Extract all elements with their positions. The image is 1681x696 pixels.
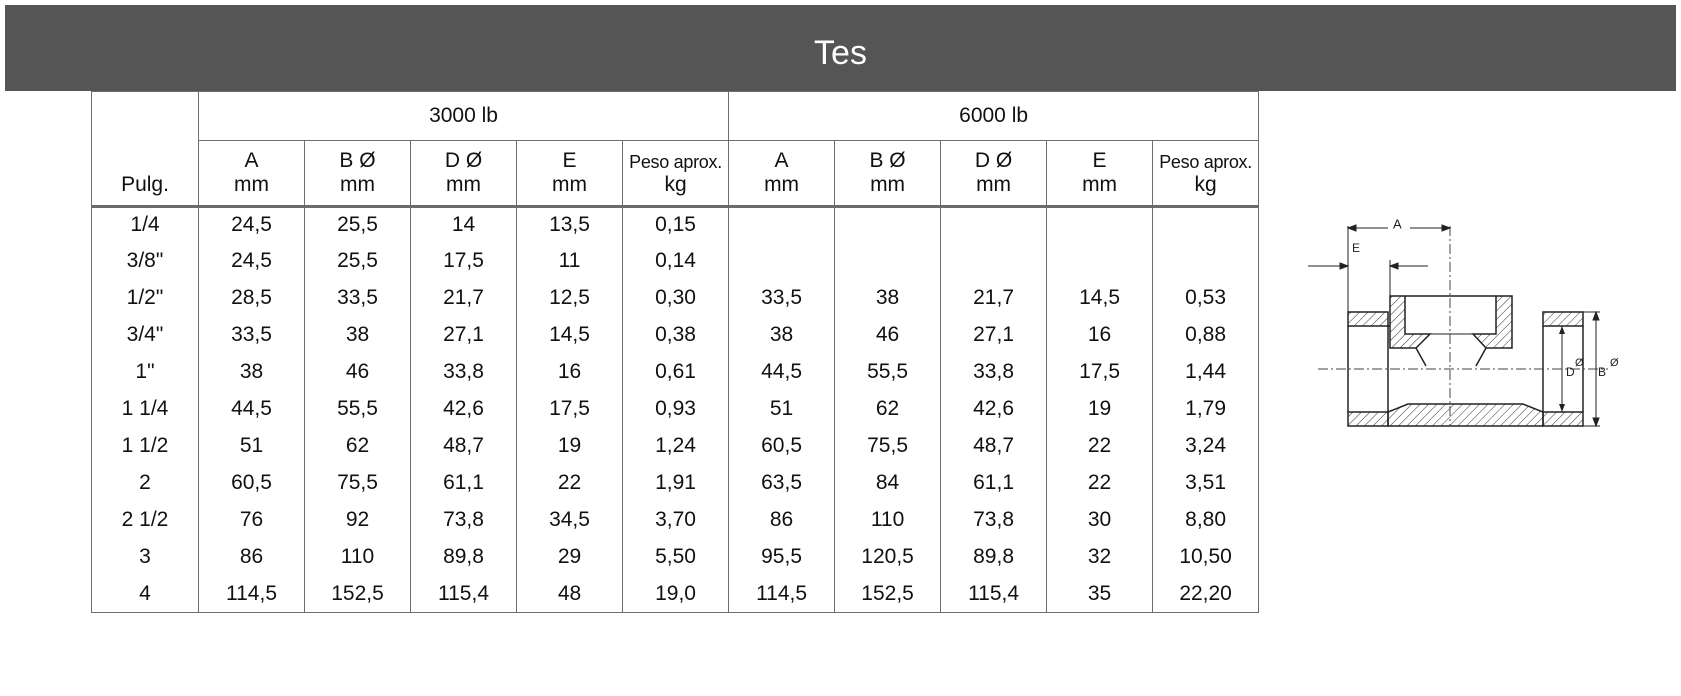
value-cell: 8,80 — [1153, 501, 1259, 538]
column-header-unit: mm — [835, 173, 941, 207]
value-cell: 3,24 — [1153, 427, 1259, 464]
value-cell: 0,61 — [623, 353, 729, 390]
column-header-label: D Ø — [411, 141, 517, 174]
value-cell: 0,93 — [623, 390, 729, 427]
value-cell: 76 — [199, 501, 305, 538]
value-cell: 73,8 — [411, 501, 517, 538]
value-cell: 33,5 — [199, 316, 305, 353]
group-header-6000: 6000 lb — [729, 92, 1259, 141]
table-row — [92, 279, 1259, 316]
value-cell — [1153, 242, 1259, 279]
value-cell: 75,5 — [305, 464, 411, 501]
column-header-label: A — [729, 141, 835, 174]
value-cell: 10,50 — [1153, 538, 1259, 575]
table-row — [92, 207, 1259, 243]
label-b: B — [1598, 365, 1607, 379]
label-d-phi: Ø — [1575, 357, 1584, 369]
column-header-unit: mm — [941, 173, 1047, 207]
tee-body — [1348, 296, 1583, 426]
value-cell: 75,5 — [835, 427, 941, 464]
value-cell — [729, 207, 835, 243]
value-cell: 3,70 — [623, 501, 729, 538]
value-cell: 60,5 — [199, 464, 305, 501]
value-cell: 51 — [729, 390, 835, 427]
column-header-label: B Ø — [835, 141, 941, 174]
value-cell: 86 — [199, 538, 305, 575]
value-cell: 22,20 — [1153, 575, 1259, 613]
value-cell: 0,14 — [623, 242, 729, 279]
table-header — [92, 92, 1259, 207]
value-cell: 16 — [1047, 316, 1153, 353]
value-cell: 48,7 — [941, 427, 1047, 464]
value-cell — [835, 242, 941, 279]
value-cell: 25,5 — [305, 242, 411, 279]
value-cell: 110 — [305, 538, 411, 575]
value-cell — [941, 242, 1047, 279]
value-cell: 84 — [835, 464, 941, 501]
value-cell: 0,15 — [623, 207, 729, 243]
table-row — [92, 427, 1259, 464]
value-cell: 35 — [1047, 575, 1153, 613]
column-header-unit: mm — [411, 173, 517, 207]
value-cell: 12,5 — [517, 279, 623, 316]
size-cell: 1 1/4 — [92, 390, 199, 427]
dimension-e — [1308, 260, 1428, 296]
size-cell: 3/4" — [92, 316, 199, 353]
value-cell: 13,5 — [517, 207, 623, 243]
value-cell: 22 — [517, 464, 623, 501]
value-cell — [1047, 207, 1153, 243]
value-cell: 38 — [729, 316, 835, 353]
value-cell: 38 — [305, 316, 411, 353]
label-e: E — [1352, 241, 1361, 255]
column-header-unit: kg — [623, 173, 729, 207]
column-header-label: E — [517, 141, 623, 174]
value-cell: 152,5 — [835, 575, 941, 613]
value-cell: 38 — [835, 279, 941, 316]
value-cell: 22 — [1047, 464, 1153, 501]
tee-diagram — [1318, 216, 1628, 466]
value-cell: 19,0 — [623, 575, 729, 613]
value-cell: 14 — [411, 207, 517, 243]
value-cell: 114,5 — [729, 575, 835, 613]
value-cell: 19 — [1047, 390, 1153, 427]
column-header-label: Peso aprox. — [623, 141, 729, 174]
value-cell: 29 — [517, 538, 623, 575]
value-cell: 1,44 — [1153, 353, 1259, 390]
size-cell: 1/4 — [92, 207, 199, 243]
value-cell: 0,30 — [623, 279, 729, 316]
value-cell: 14,5 — [1047, 279, 1153, 316]
value-cell: 17,5 — [411, 242, 517, 279]
value-cell — [1153, 207, 1259, 243]
value-cell: 55,5 — [305, 390, 411, 427]
value-cell — [941, 207, 1047, 243]
value-cell: 95,5 — [729, 538, 835, 575]
table-row — [92, 390, 1259, 427]
value-cell: 3,51 — [1153, 464, 1259, 501]
dimensions-table — [91, 91, 1259, 613]
column-header-unit: mm — [517, 173, 623, 207]
value-cell: 16 — [517, 353, 623, 390]
table-row — [92, 575, 1259, 613]
value-cell: 33,5 — [305, 279, 411, 316]
column-header-unit: mm — [729, 173, 835, 207]
table-row — [92, 242, 1259, 279]
value-cell: 61,1 — [941, 464, 1047, 501]
column-header-label: B Ø — [305, 141, 411, 174]
value-cell: 51 — [199, 427, 305, 464]
value-cell: 33,8 — [941, 353, 1047, 390]
value-cell: 62 — [835, 390, 941, 427]
value-cell: 25,5 — [305, 207, 411, 243]
value-cell: 42,6 — [941, 390, 1047, 427]
table-row — [92, 353, 1259, 390]
value-cell: 89,8 — [411, 538, 517, 575]
table-row — [92, 538, 1259, 575]
value-cell: 114,5 — [199, 575, 305, 613]
value-cell — [729, 242, 835, 279]
column-header-unit: mm — [199, 173, 305, 207]
size-cell: 1 1/2 — [92, 427, 199, 464]
column-header-label: A — [199, 141, 305, 174]
value-cell: 0,38 — [623, 316, 729, 353]
value-cell: 42,6 — [411, 390, 517, 427]
page-title: Tes — [5, 5, 1676, 91]
value-cell: 86 — [729, 501, 835, 538]
value-cell: 44,5 — [199, 390, 305, 427]
value-cell: 22 — [1047, 427, 1153, 464]
column-header-label: E — [1047, 141, 1153, 174]
value-cell: 0,53 — [1153, 279, 1259, 316]
value-cell: 120,5 — [835, 538, 941, 575]
value-cell: 63,5 — [729, 464, 835, 501]
size-cell: 3/8" — [92, 242, 199, 279]
value-cell: 11 — [517, 242, 623, 279]
value-cell: 92 — [305, 501, 411, 538]
size-cell: 3 — [92, 538, 199, 575]
value-cell: 48,7 — [411, 427, 517, 464]
value-cell: 48 — [517, 575, 623, 613]
value-cell: 17,5 — [1047, 353, 1153, 390]
value-cell: 73,8 — [941, 501, 1047, 538]
pulg-header: Pulg. — [92, 173, 199, 207]
value-cell: 17,5 — [517, 390, 623, 427]
label-b-phi: Ø — [1610, 357, 1619, 369]
label-d: D — [1566, 365, 1575, 379]
value-cell: 44,5 — [729, 353, 835, 390]
value-cell: 24,5 — [199, 207, 305, 243]
value-cell: 1,91 — [623, 464, 729, 501]
value-cell: 152,5 — [305, 575, 411, 613]
value-cell: 62 — [305, 427, 411, 464]
column-header-label: Peso aprox. — [1153, 141, 1259, 174]
value-cell: 61,1 — [411, 464, 517, 501]
value-cell: 27,1 — [411, 316, 517, 353]
value-cell: 89,8 — [941, 538, 1047, 575]
table-row — [92, 501, 1259, 538]
column-header-unit: mm — [1047, 173, 1153, 207]
value-cell — [835, 207, 941, 243]
value-cell: 32 — [1047, 538, 1153, 575]
group-header-3000: 3000 lb — [199, 92, 729, 141]
value-cell: 33,5 — [729, 279, 835, 316]
value-cell: 115,4 — [941, 575, 1047, 613]
table-body — [92, 207, 1259, 613]
size-cell: 2 — [92, 464, 199, 501]
value-cell: 30 — [1047, 501, 1153, 538]
value-cell: 115,4 — [411, 575, 517, 613]
column-header-unit: kg — [1153, 173, 1259, 207]
label-a: A — [1393, 216, 1402, 232]
value-cell: 60,5 — [729, 427, 835, 464]
table-row — [92, 464, 1259, 501]
value-cell: 1,24 — [623, 427, 729, 464]
value-cell: 0,88 — [1153, 316, 1259, 353]
value-cell: 5,50 — [623, 538, 729, 575]
value-cell — [1047, 242, 1153, 279]
size-cell: 4 — [92, 575, 199, 613]
value-cell: 19 — [517, 427, 623, 464]
value-cell: 38 — [199, 353, 305, 390]
size-cell: 1" — [92, 353, 199, 390]
value-cell: 34,5 — [517, 501, 623, 538]
value-cell: 14,5 — [517, 316, 623, 353]
value-cell: 33,8 — [411, 353, 517, 390]
value-cell: 27,1 — [941, 316, 1047, 353]
value-cell: 1,79 — [1153, 390, 1259, 427]
table-row — [92, 316, 1259, 353]
value-cell: 46 — [305, 353, 411, 390]
pulg-header-spacer — [92, 92, 199, 174]
value-cell: 28,5 — [199, 279, 305, 316]
size-cell: 2 1/2 — [92, 501, 199, 538]
value-cell: 46 — [835, 316, 941, 353]
column-header-unit: mm — [305, 173, 411, 207]
value-cell: 55,5 — [835, 353, 941, 390]
value-cell: 21,7 — [941, 279, 1047, 316]
column-header-label: D Ø — [941, 141, 1047, 174]
value-cell: 110 — [835, 501, 941, 538]
value-cell: 24,5 — [199, 242, 305, 279]
value-cell: 21,7 — [411, 279, 517, 316]
size-cell: 1/2" — [92, 279, 199, 316]
